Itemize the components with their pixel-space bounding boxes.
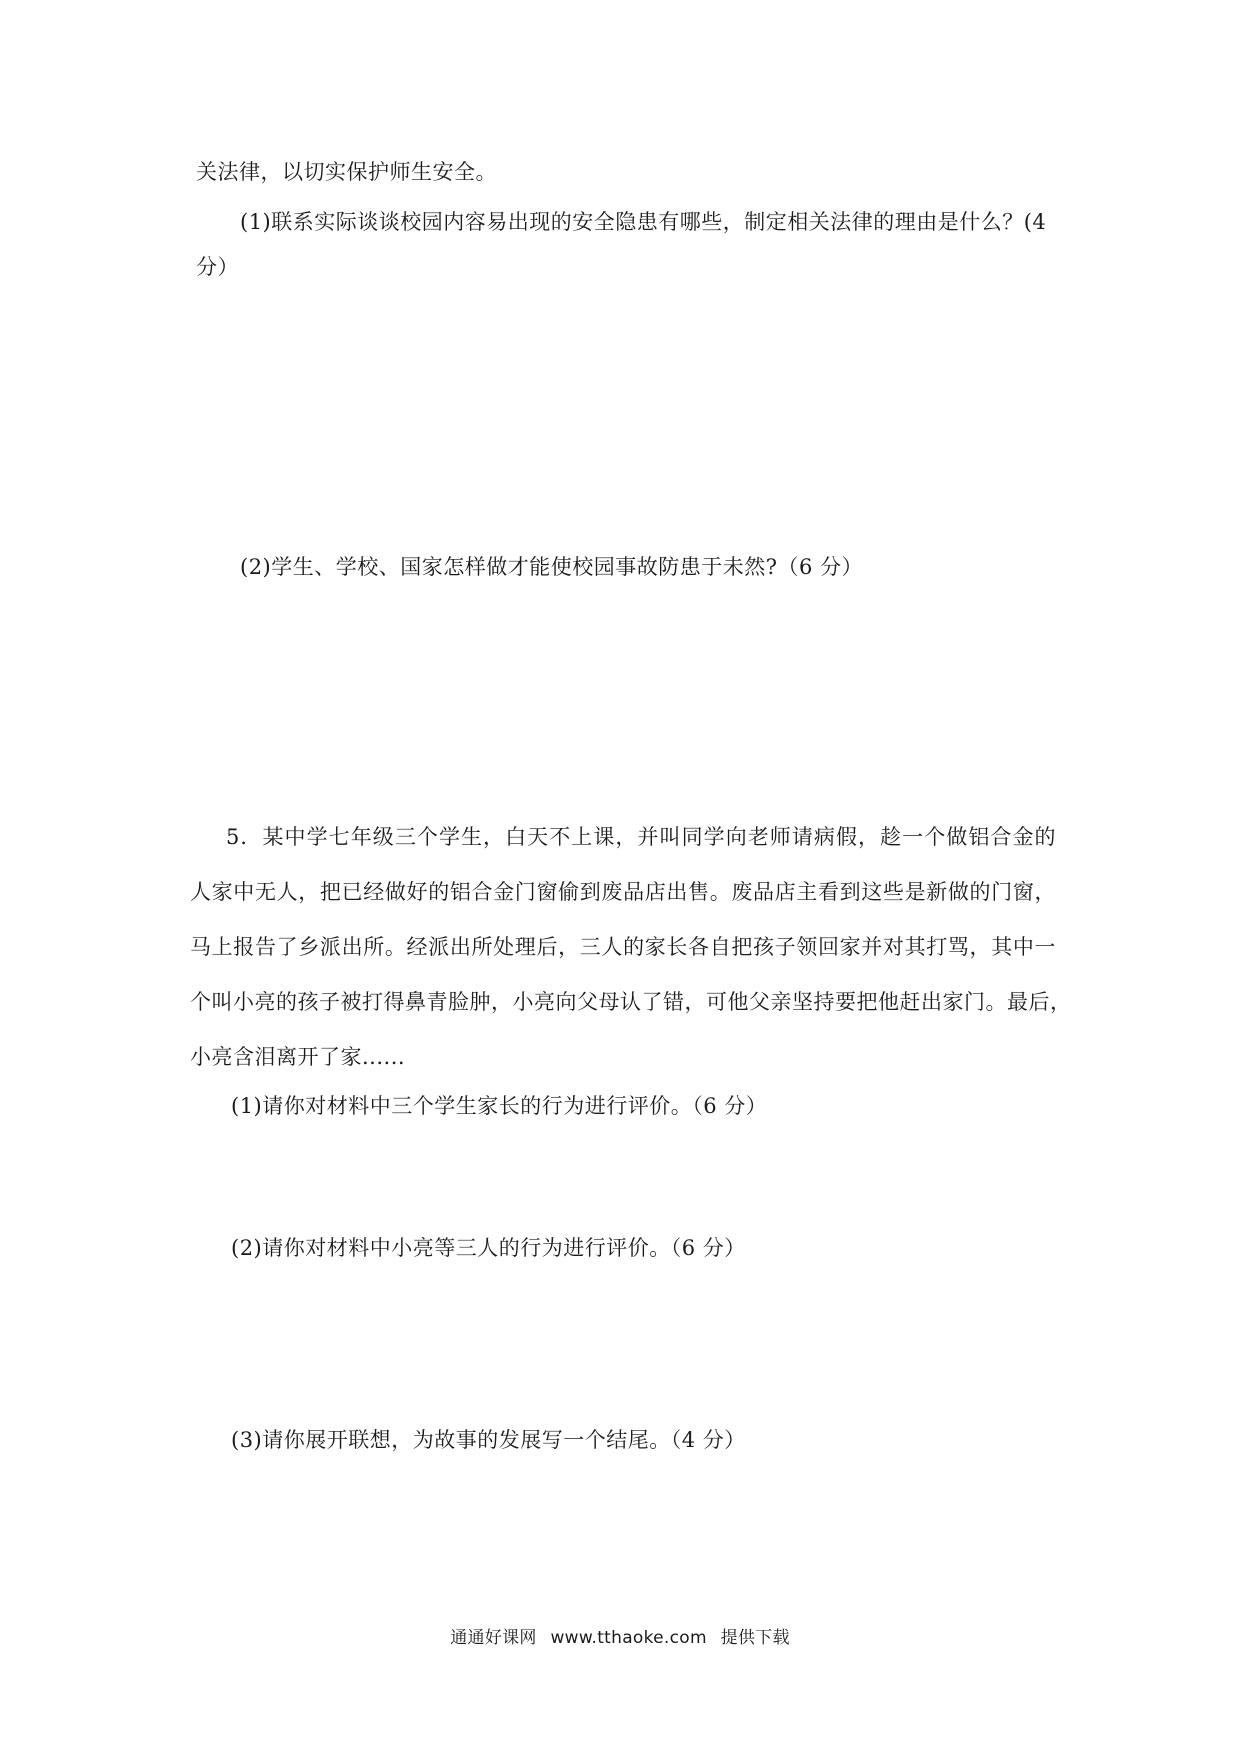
- footer-site-name: 通通好课网: [450, 1628, 537, 1648]
- footer-suffix: 提供下载: [720, 1628, 790, 1648]
- question5-sub3: (3)请你展开联想，为故事的发展写一个结尾。（4 分）: [231, 1428, 746, 1452]
- question5-para-line-3: 马上报告了乡派出所。经派出所处理后，三人的家长各自把孩子领回家并对其打骂，其中一: [190, 935, 1056, 959]
- prev-question-continuation: 关法律，以切实保护师生安全。: [196, 160, 497, 184]
- question5-para-line-4: 个叫小亮的孩子被打得鼻青脸肿，小亮向父母认了错，可他父亲坚持要把他赶出家门。最后，: [190, 990, 1072, 1014]
- question5-para-line-2: 人家中无人，把已经做好的铝合金门窗偷到废品店出售。废品店主看到这些是新做的门窗，: [190, 880, 1056, 904]
- prev-question-sub1-line1: (1)联系实际谈谈校园内容易出现的安全隐患有哪些，制定相关法律的理由是什么？(4: [240, 210, 1047, 234]
- question5-sub2: (2)请你对材料中小亮等三人的行为进行评价。（6 分）: [231, 1236, 746, 1260]
- question5-para-line-1: 5．某中学七年级三个学生，白天不上课，并叫同学向老师请病假，趁一个做铝合金的: [226, 825, 1056, 849]
- question5-para-line-5: 小亮含泪离开了家......: [190, 1045, 406, 1069]
- question5-sub1: (1)请你对材料中三个学生家长的行为进行评价。（6 分）: [231, 1094, 768, 1118]
- footer-url[interactable]: www.tthaoke.com: [550, 1628, 707, 1648]
- page-footer: [0, 1626, 1240, 1650]
- prev-question-sub2: (2)学生、学校、国家怎样做才能使校园事故防患于未然?（6 分）: [240, 555, 864, 579]
- prev-question-sub1-line2: 分）: [196, 255, 239, 279]
